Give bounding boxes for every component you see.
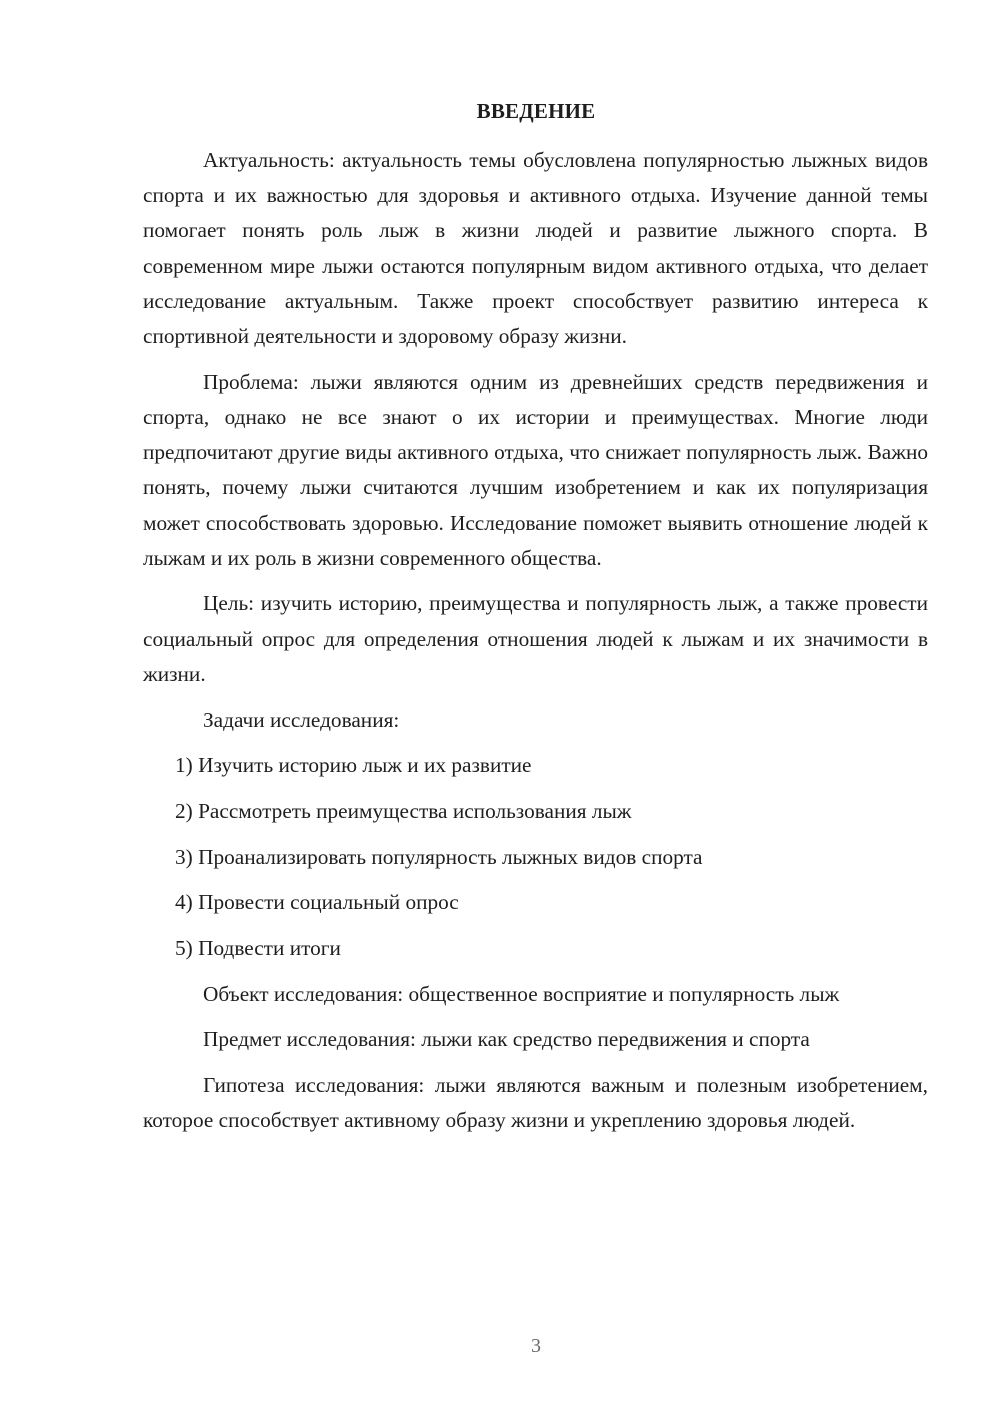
paragraph-object: Объект исследования: общественное восприятие и популярность лыж <box>203 981 840 1006</box>
list-item: 5) Подвести итоги <box>175 936 341 961</box>
paragraph-relevance: Актуальность: актуальность темы обусловлена популярностью лыжных видов спорта и их важностью для здоровья и активного отдыха. Изучение данной темы помогает понять роль лыж в жизни людей и развитие лыжного спорта. В современном мире лыжи остаются популярным видом активного отдыха, что делает исследование актуальным. Также проект способствует развитию интереса к спортивной деятельности и здоровому образу жизни. <box>143 148 928 349</box>
document-body <box>143 143 928 1149</box>
paragraph-goal: Цель: изучить историю, преимущества и популярность лыж, а также провести социальный опрос для определения отношения людей к лыжам и их значимости в жизни. <box>143 591 928 686</box>
paragraph-subject: Предмет исследования: лыжи как средство передвижения и спорта <box>203 1027 810 1052</box>
list-item: 3) Проанализировать популярность лыжных видов спорта <box>175 844 703 869</box>
page-heading: ВВЕДЕНИЕ <box>476 99 596 123</box>
page-number: 3 <box>531 1335 541 1357</box>
list-item: 4) Провести социальный опрос <box>175 890 459 915</box>
paragraph-problem: Проблема: лыжи являются одним из древнейших средств передвижения и спорта, однако не все знают о их истории и преимуществах. Многие люди предпочитают другие виды активного отдыха, что снижает популярность лыж. Важно понять, почему лыжи считаются лучшим изобретением и как их популяризация может способствовать здоровью. Исследование поможет выявить отношение людей к лыжам и их роль в жизни современного общества. <box>143 369 928 570</box>
list-item: 2) Рассмотреть преимущества использования лыж <box>175 798 632 823</box>
tasks-list <box>143 748 928 966</box>
list-item: 1) Изучить историю лыж и их развитие <box>175 753 532 778</box>
tasks-title: Задачи исследования: <box>203 707 400 732</box>
paragraph-hypothesis: Гипотеза исследования: лыжи являются важным и полезным изобретением, которое способствует активному образу жизни и укреплению здоровья людей. <box>143 1073 928 1133</box>
